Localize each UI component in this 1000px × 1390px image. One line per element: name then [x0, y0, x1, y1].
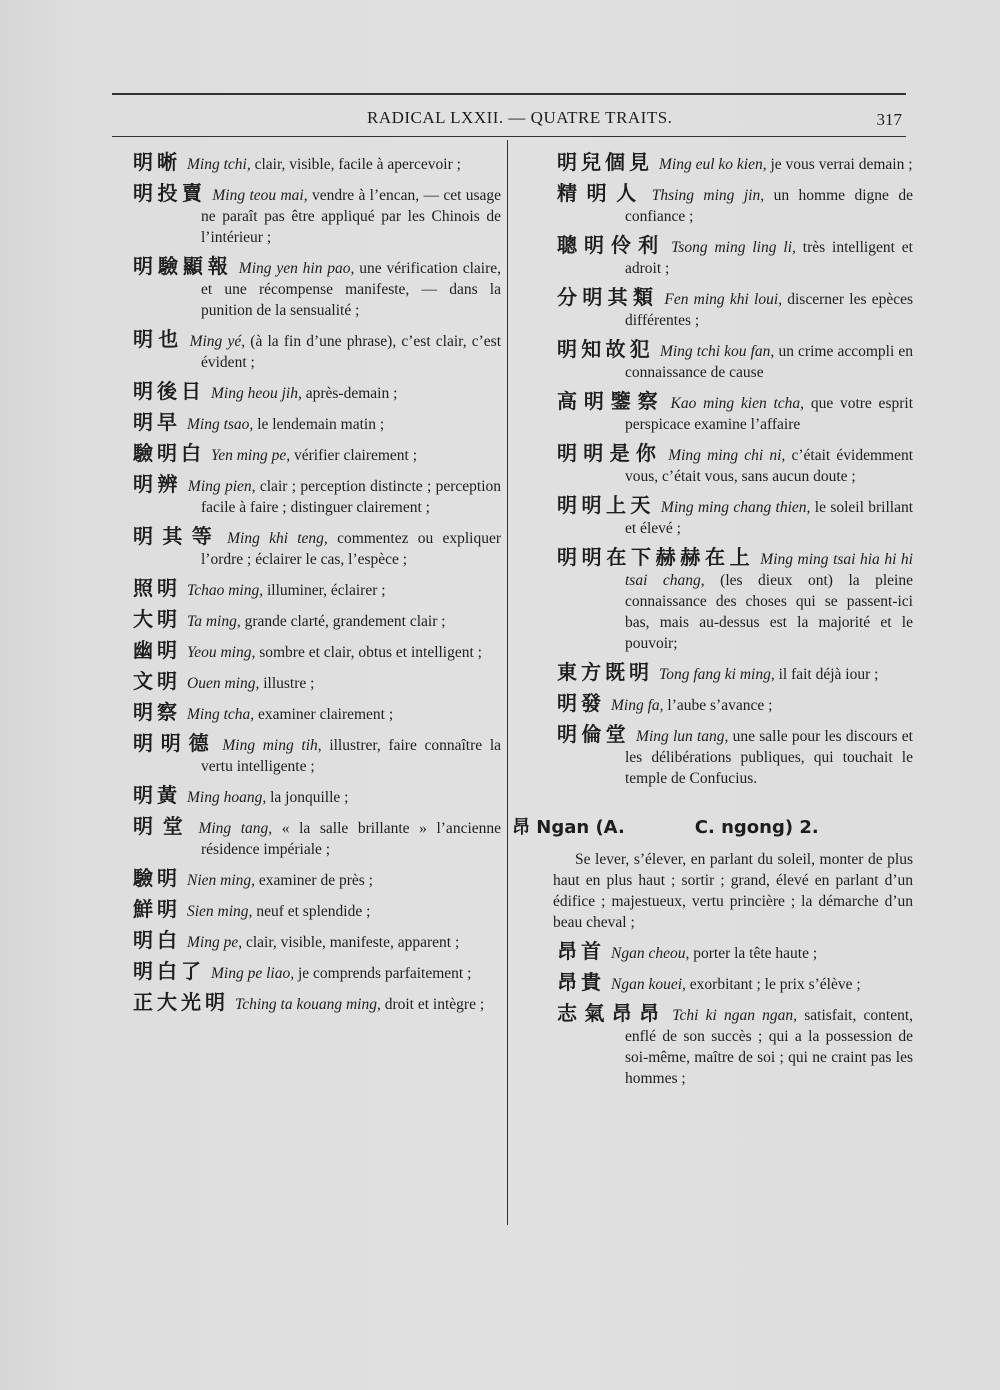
entry-definition: je comprends parfaitement ;: [297, 965, 472, 982]
entry-chinese: 明其等: [133, 524, 222, 548]
entry-chinese: 東方既明: [557, 660, 653, 684]
entry-definition: clair ; perception distincte ; perception facile à faire ; distinguer clairement ;: [201, 478, 502, 516]
entry-definition: satisfait, content, enflé de son succès ; qui a la possession de soi-même, maître de soi ; qui ne craint pas les hommes ;: [625, 1007, 914, 1087]
dictionary-entry: [133, 785, 501, 808]
dictionary-entry: [557, 391, 913, 435]
dictionary-entry: [133, 443, 501, 466]
entry-romanization: Thsing ming jin,: [651, 187, 765, 204]
entry-romanization: Nien ming,: [187, 872, 256, 889]
entry-chinese: 昂貴: [557, 970, 605, 994]
headword-definition: Se lever, s’élever, en parlant du soleil, monter de plus haut en plus haut ; sortir ; grand, élevé en parlant d’un édifice ; majestueux, vertu princière ; la démarche d’un beau cheval ;: [553, 851, 913, 931]
entry-definition: « la salle brillante » l’ancienne résidence impériale ;: [201, 820, 502, 858]
entry-definition: (à la fin d’une phrase), c’est clair, c’est évident ;: [201, 333, 502, 371]
entry-chinese: 明早: [133, 410, 181, 434]
dictionary-entry: [133, 183, 501, 248]
dictionary-entry: [133, 930, 501, 953]
entry-definition: l’aube s’avance ;: [667, 697, 773, 714]
entry-chinese: 驗明: [133, 866, 181, 890]
dictionary-entry: [133, 526, 501, 570]
entry-romanization: Ming fa,: [611, 697, 664, 714]
entry-romanization: Tchi ki ngan ngan,: [672, 1007, 798, 1024]
entry-definition: la jonquille ;: [270, 789, 349, 806]
entry-romanization: Ngan cheou,: [611, 945, 690, 962]
entry-chinese: 驗明白: [133, 441, 205, 465]
entry-definition: illuminer, éclairer ;: [266, 582, 386, 599]
entry-romanization: Ming yé,: [189, 333, 246, 350]
entry-chinese: 明也: [133, 327, 184, 351]
dictionary-entry: [557, 287, 913, 331]
column-divider: [507, 140, 508, 1225]
dictionary-entry: [557, 152, 913, 175]
entry-definition: une vérification claire, et une récompense manifeste, — dans la punition de la sensualité ;: [201, 260, 501, 319]
dictionary-entry: [557, 693, 913, 716]
entry-definition: examiner de près ;: [258, 872, 373, 889]
entry-chinese: 志氣昂昂: [557, 1001, 667, 1025]
headword-char: 昂: [512, 817, 530, 838]
entry-romanization: Ming tcha,: [187, 706, 255, 723]
entry-chinese: 明投賣: [133, 181, 207, 205]
dictionary-entry: [557, 339, 913, 383]
dictionary-entry: [557, 495, 913, 539]
page-header: [112, 104, 906, 134]
entry-definition: un homme digne de confiance ;: [625, 187, 914, 225]
entry-romanization: Tchao ming,: [187, 582, 264, 599]
entry-romanization: Ouen ming,: [187, 675, 260, 692]
entry-chinese: 明明德: [133, 731, 217, 755]
entry-chinese: 明辨: [133, 472, 182, 496]
entry-romanization: Ming tsao,: [187, 416, 254, 433]
left-column: [133, 152, 501, 1023]
entry-chinese: 明明是你: [557, 441, 663, 465]
entry-definition: une salle pour les discours et les délibérations publiques, qui touchait le temple de Confucius.: [625, 728, 913, 787]
entry-definition: examiner clairement ;: [258, 706, 394, 723]
entry-chinese: 明發: [557, 691, 605, 715]
entry-chinese: 明兒個見: [557, 150, 653, 174]
entry-definition: le lendemain matin ;: [257, 416, 385, 433]
entry-chinese: 精明人: [557, 181, 646, 205]
entry-definition: que votre esprit perspicace examine l’affaire: [625, 395, 913, 433]
headword-left: Ngan (A.: [536, 817, 625, 838]
entry-chinese: 明倫堂: [557, 722, 631, 746]
dictionary-entry: [557, 235, 913, 279]
entry-romanization: Ming khi teng,: [227, 530, 328, 547]
entry-romanization: Ming pe,: [187, 934, 243, 951]
right-entries: [557, 152, 913, 789]
entry-romanization: Ming heou jih,: [211, 385, 302, 402]
dictionary-entry: [557, 941, 913, 964]
entry-definition: droit et intègre ;: [384, 996, 485, 1013]
entry-definition: le soleil brillant et élevé ;: [625, 499, 914, 537]
dictionary-entry: [557, 183, 913, 227]
entry-definition: illustre ;: [263, 675, 315, 692]
dictionary-entry: [133, 256, 501, 321]
entry-romanization: Kao ming kien tcha,: [670, 395, 805, 412]
entry-chinese: 大明: [133, 607, 181, 631]
dictionary-entry: [133, 816, 501, 860]
headword-entry: [512, 813, 913, 839]
entry-romanization: Ming pien,: [187, 478, 256, 495]
entry-definition: il fait déjà iour ;: [778, 666, 879, 683]
entry-definition: grande clarté, grandement clair ;: [244, 613, 446, 630]
entry-chinese: 高明鑒察: [557, 389, 665, 413]
dictionary-entry: [133, 609, 501, 632]
entry-romanization: Ming yen hin pao,: [238, 260, 355, 277]
entry-definition: je vous verrai demain ;: [770, 156, 913, 173]
entry-definition: discerner les epèces différentes ;: [625, 291, 913, 329]
entry-chinese: 幽明: [133, 638, 181, 662]
dictionary-entry: [133, 702, 501, 725]
dictionary-entry: [133, 474, 501, 518]
dictionary-entry: [133, 578, 501, 601]
entry-definition: illustrer, faire connaître la vertu intelligente ;: [201, 737, 502, 775]
dictionary-entry: [133, 733, 501, 777]
entry-definition: clair, visible, manifeste, apparent ;: [245, 934, 460, 951]
entry-chinese: 明白: [133, 928, 181, 952]
entry-definition: après-demain ;: [305, 385, 398, 402]
running-title: RADICAL LXXII. — QUATRE TRAITS.: [367, 108, 673, 127]
page-number: 317: [876, 110, 902, 129]
entry-romanization: Ming tchi,: [187, 156, 251, 173]
entry-chinese: 明察: [133, 700, 181, 724]
entry-romanization: Ngan kouei,: [611, 976, 686, 993]
entry-chinese: 明驗顯報: [133, 254, 233, 278]
entry-romanization: Yeou ming,: [187, 644, 256, 661]
dictionary-entry: [133, 899, 501, 922]
entry-definition: sombre et clair, obtus et intelligent ;: [259, 644, 482, 661]
entry-definition: (les dieux ont) la pleine connaissance des choses qui se passent-ici bas, mais au-dessus est la majorité et le pouvoir;: [625, 572, 913, 652]
dictionary-entry: [133, 412, 501, 435]
dictionary-entry: [133, 961, 501, 984]
headword-right: C. ngong) 2.: [694, 817, 819, 838]
entry-chinese: 明黃: [133, 783, 181, 807]
entry-definition: neuf et splendide ;: [256, 903, 371, 920]
entry-romanization: Sien ming,: [187, 903, 253, 920]
entry-definition: très intelligent et adroit ;: [625, 239, 913, 277]
entry-chinese: 明知故犯: [557, 337, 654, 361]
entry-chinese: 照明: [133, 576, 181, 600]
entry-romanization: Ming ming chi ni,: [668, 447, 786, 464]
dictionary-entry: [557, 443, 913, 487]
entry-definition: commentez ou expliquer l’ordre ; éclairer le cas, l’espèce ;: [201, 530, 502, 568]
dictionary-entry: [133, 640, 501, 663]
dictionary-entry: [557, 662, 913, 685]
entry-romanization: Tsong ming ling li,: [671, 239, 796, 256]
dictionary-entry: [133, 868, 501, 891]
right-entries-after: [557, 941, 913, 1089]
dictionary-entry: [133, 381, 501, 404]
entry-chinese: 文明: [133, 669, 181, 693]
entry-romanization: Ming ming tsai hia hi hi tsai chang,: [625, 551, 913, 589]
header-rule: [112, 136, 906, 137]
entry-chinese: 明晰: [133, 150, 181, 174]
entry-romanization: Ming ming chang thien,: [660, 499, 811, 516]
dictionary-entry: [557, 972, 913, 995]
entry-romanization: Ming eul ko kien,: [659, 156, 767, 173]
entry-romanization: Ming ming tih,: [222, 737, 322, 754]
dictionary-entry: [133, 152, 501, 175]
entry-definition: porter la tête haute ;: [693, 945, 818, 962]
entry-chinese: 正大光明: [133, 990, 229, 1014]
entry-romanization: Ming teou mai,: [212, 187, 308, 204]
entry-romanization: Tong fang ki ming,: [659, 666, 775, 683]
entry-definition: un crime accompli en connaissance de cause: [625, 343, 913, 381]
top-rule: [112, 93, 906, 95]
dictionary-entry: [133, 992, 501, 1015]
entry-definition: c’était évidemment vous, c’était vous, sans aucun doute ;: [625, 447, 914, 485]
dictionary-entry: [557, 724, 913, 789]
dictionary-entry: [133, 329, 501, 373]
entry-definition: clair, visible, facile à apercevoir ;: [254, 156, 461, 173]
entry-romanization: Ming pe liao,: [211, 965, 295, 982]
dictionary-entry: [557, 547, 913, 654]
entry-romanization: Yen ming pe,: [211, 447, 291, 464]
entry-romanization: Ta ming,: [187, 613, 241, 630]
entry-chinese: 昂首: [557, 939, 605, 963]
entry-chinese: 明白了: [133, 959, 205, 983]
entry-romanization: Ming hoang,: [187, 789, 267, 806]
dictionary-entry: [557, 1003, 913, 1089]
right-column: [512, 150, 914, 1097]
entry-romanization: Ming tchi kou fan,: [659, 343, 775, 360]
entry-definition: exorbitant ; le prix s’élève ;: [689, 976, 861, 993]
entry-definition: vérifier clairement ;: [293, 447, 418, 464]
entry-romanization: Fen ming khi loui,: [664, 291, 783, 308]
entry-romanization: Ming tang,: [198, 820, 273, 837]
entry-romanization: Tching ta kouang ming,: [235, 996, 381, 1013]
entry-chinese: 鮮明: [133, 897, 181, 921]
entry-definition: vendre à l’encan, — cet usage ne paraît pas être appliqué par les Chinois de l’intérieur ;: [201, 187, 502, 246]
entry-chinese: 明堂: [133, 814, 193, 838]
entry-chinese: 明後日: [133, 379, 205, 403]
entry-chinese: 明明在下赫赫在上: [557, 545, 755, 569]
dictionary-entry: [133, 671, 501, 694]
entry-chinese: 明明上天: [557, 493, 655, 517]
entry-chinese: 聰明伶利: [557, 233, 666, 257]
entry-romanization: Ming lun tang,: [636, 728, 729, 745]
entry-chinese: 分明其類: [557, 285, 659, 309]
